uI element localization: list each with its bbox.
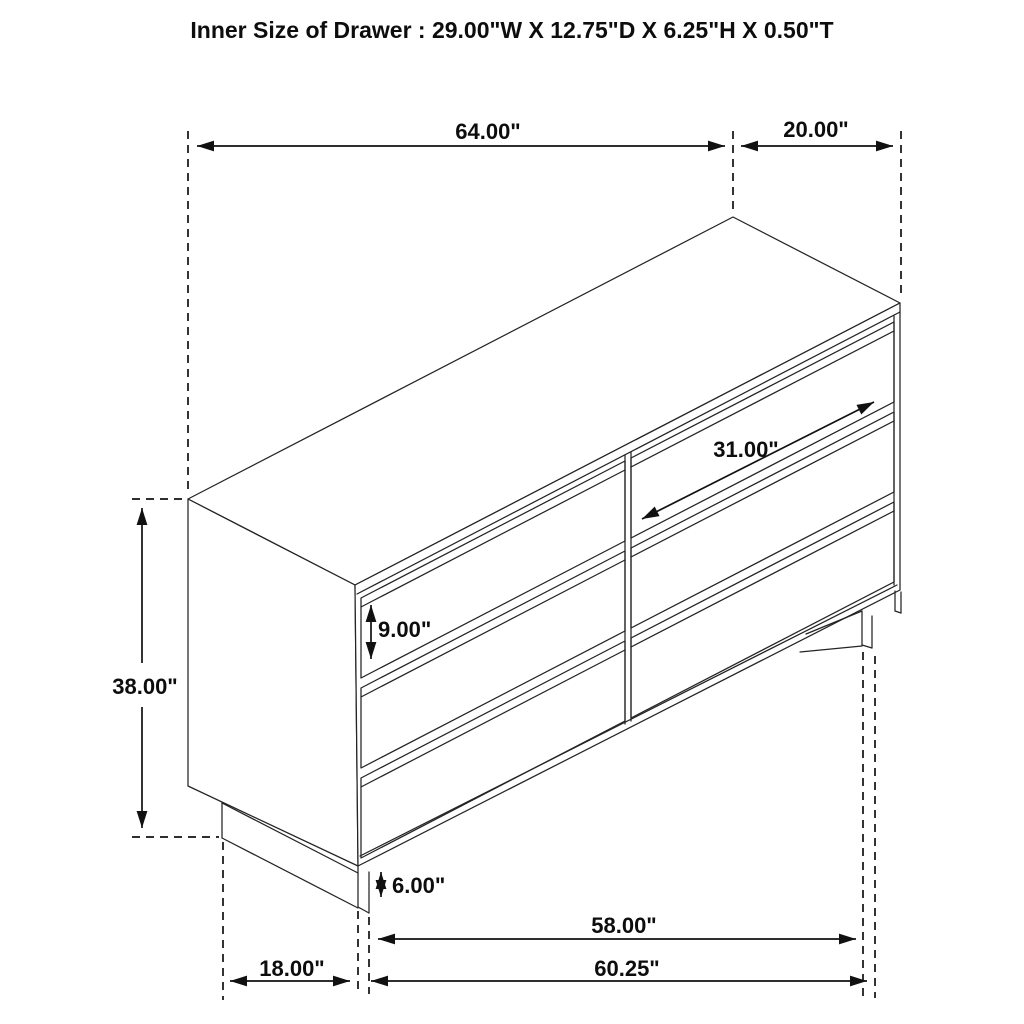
outer-leg-span-label: 60.25": [594, 956, 660, 981]
front-left-foot: [358, 866, 369, 913]
leg-height-label: 6.00": [392, 873, 446, 898]
inner-leg-span-label: 58.00": [591, 913, 657, 938]
inner-drawer-width-label: 31.00": [713, 437, 779, 462]
drawer-front-height-label: 9.00": [378, 617, 432, 642]
overall-height-label: 38.00": [112, 674, 178, 699]
page-title: Inner Size of Drawer : 29.00"W X 12.75"D X 6.25"H X 0.50"T: [190, 17, 834, 43]
overall-width-label: 64.00": [455, 119, 521, 144]
overall-depth-label: 20.00": [783, 117, 849, 142]
front-right-foot: [895, 591, 901, 613]
dresser-drawing: [188, 217, 901, 913]
side-floor-offset-label: 18.00": [259, 956, 325, 981]
